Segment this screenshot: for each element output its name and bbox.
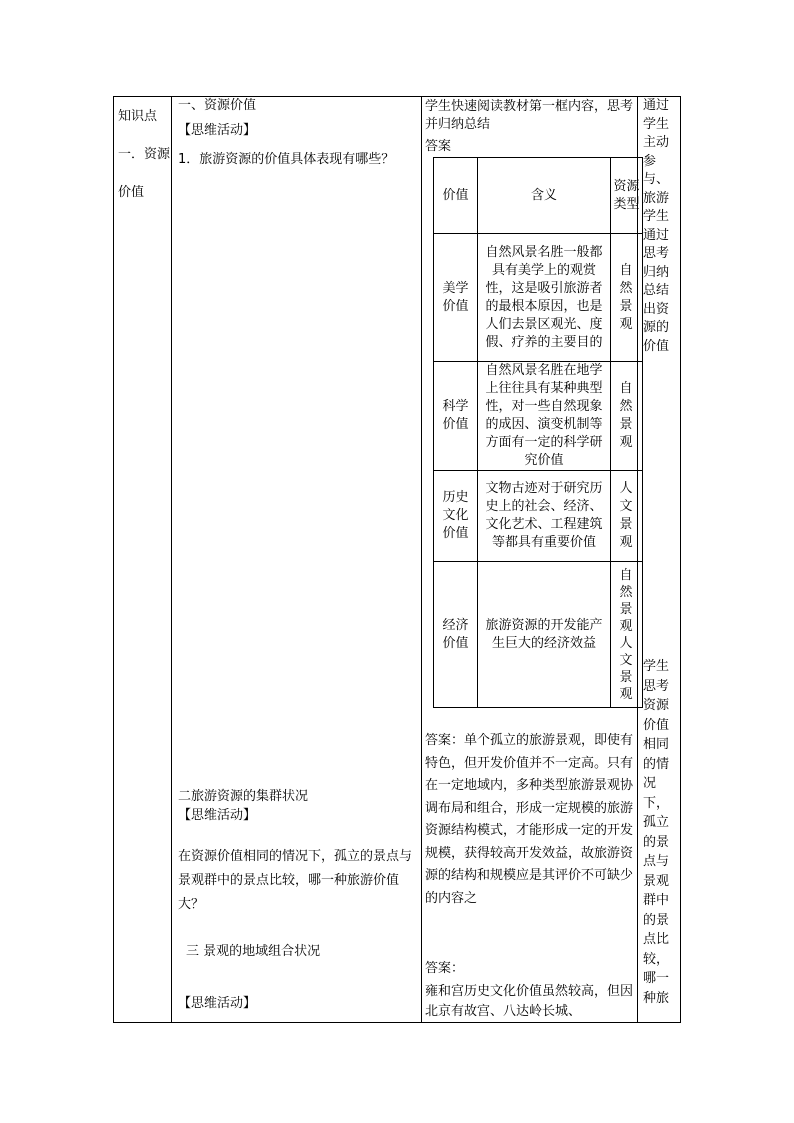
teaching-note-1: 通过学生主动参与、旅游学生通过思考归纳总结出资源的价值	[643, 98, 670, 354]
section3-activity: 【思维活动】	[178, 996, 257, 1011]
row4-meaning: 旅游资源的开发能产生巨大的经济效益	[485, 617, 603, 651]
row1-value: 美学价值	[442, 280, 469, 314]
row1-type: 自然景观	[619, 262, 633, 332]
student-reading-intro: 学生快速阅读教材第一框内容，思考并归纳总结	[425, 99, 634, 132]
table-bottom-border	[113, 1022, 681, 1023]
header-meaning: 含义	[530, 187, 557, 203]
answer-label: 答案	[425, 139, 452, 154]
column-divider-1	[171, 96, 172, 1023]
answer3-label: 答案：	[425, 961, 465, 976]
inner-table-bottom	[433, 707, 643, 708]
section2-activity: 【思维活动】	[178, 808, 257, 823]
table-right-border	[680, 96, 681, 1023]
row4-value: 经济价值	[442, 617, 469, 651]
section1-title: 一、资源价值	[178, 98, 257, 113]
header-resource-type: 资源类型	[613, 178, 640, 212]
row2-meaning: 自然风景名胜在地学上往往具有某种典型性，对一些自然现象的成因、演变机制等方面有一定的科学研究价值	[485, 363, 603, 468]
row3-value: 历史文化价值	[442, 490, 469, 541]
answer3-text: 雍和宫历史文化价值虽然较高，但因北京有故宫、八达岭长城、	[425, 984, 634, 1019]
section2-question: 在资源价值相同的情况下，孤立的景点与景观群中的景点比较，哪一种旅游价值大？	[178, 849, 413, 912]
row2-type: 自然景观	[619, 381, 633, 450]
teaching-note-2: 学生思考资源价值相同的情况下，孤立的景点与景观群中的景点比较，哪一种旅	[643, 659, 670, 1006]
section2-title: 二旅游资源的集群状况	[178, 789, 309, 804]
section1-question: 1．旅游资源的价值具体表现有哪些？	[178, 152, 395, 167]
table-left-border	[113, 96, 114, 1023]
knowledge-point-label: 知识点一．资源价值	[118, 109, 171, 200]
row3-meaning: 文物古迹对于研究历史上的社会、经济、文化艺术、工程建筑等都具有重要价值	[485, 481, 603, 550]
row3-type: 人文景观	[619, 481, 633, 550]
column-divider-3	[637, 96, 638, 1023]
row4-type: 自然景观人文景观	[619, 567, 633, 702]
row1-meaning: 自然风景名胜一般都具有美学上的观赏性，这是吸引旅游者的最根本原因，也是人们去景区观光、度假、疗养的主要目的	[485, 244, 603, 350]
section3-title: 三 景观的地域组合状况	[186, 944, 321, 959]
answer-cluster-text: 答案：单个孤立的旅游景观，即使有特色，但开发价值并不一定高。只有在一定地域内，多种类型旅游景观协调布局和组合，形成一定规模的旅游资源结构模式，才能形成一定的开发规模，获得较高开发效益，故旅游资源的结构和规模应是其评价不可缺少的内容之	[425, 733, 634, 906]
header-value: 价值	[442, 187, 469, 203]
inner-table-col-2	[610, 157, 611, 708]
section1-activity: 【思维活动】	[178, 123, 257, 138]
inner-table-col-1	[477, 157, 478, 708]
column-divider-2	[421, 96, 422, 1023]
inner-table-left	[433, 157, 434, 708]
row2-value: 科学价值	[442, 399, 469, 432]
